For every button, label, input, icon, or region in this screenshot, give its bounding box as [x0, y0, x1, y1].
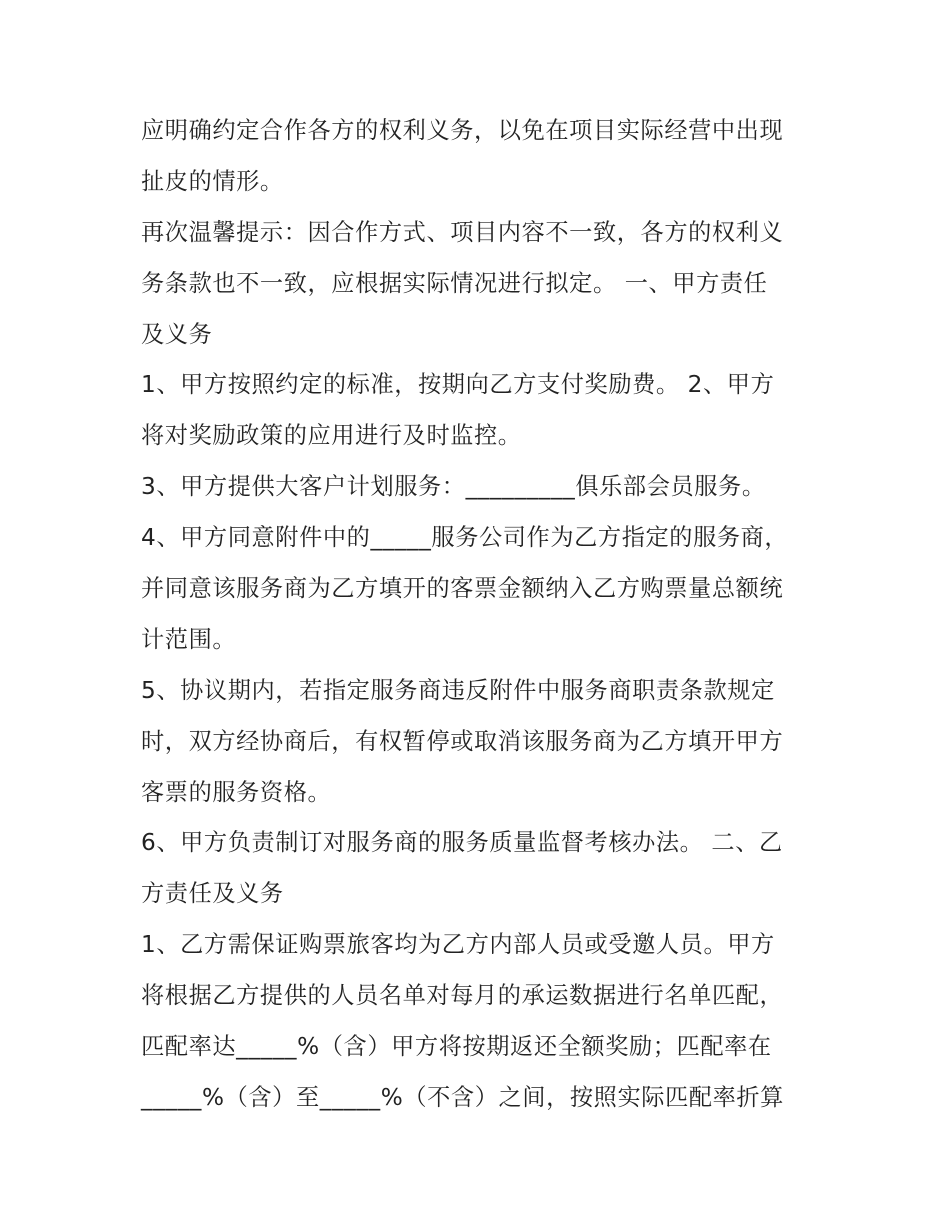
- text-line: 时，双方经协商后，有权暂停或取消该服务商为乙方填开甲方: [141, 727, 784, 755]
- text-line: 6、甲方负责制订对服务商的服务质量监督考核办法。 二、乙: [141, 829, 783, 857]
- text-line: 务条款也不一致，应根据实际情况进行拟定。 一、甲方责任: [141, 269, 768, 297]
- text-line: 匹配率达_____%（含）甲方将按期返还全额奖励；匹配率在: [141, 1033, 772, 1061]
- text-line: 再次温馨提示：因合作方式、项目内容不一致，各方的权利义: [141, 218, 784, 246]
- text-line: 及义务: [141, 320, 213, 348]
- text-line: 5、协议期内，若指定服务商违反附件中服务商职责条款规定: [141, 676, 775, 704]
- text-line: 客票的服务资格。: [141, 778, 332, 806]
- text-line: 4、甲方同意附件中的_____服务公司作为乙方指定的服务商，: [141, 524, 789, 552]
- text-line: 并同意该服务商为乙方填开的客票金额纳入乙方购票量总额统: [141, 575, 784, 603]
- text-line: 1、甲方按照约定的标准，按期向乙方支付奖励费。 2、甲方: [141, 371, 775, 399]
- text-line: 将根据乙方提供的人员名单对每月的承运数据进行名单匹配，: [141, 982, 784, 1010]
- text-line: 应明确约定合作各方的权利义务，以免在项目实际经营中出现: [141, 117, 784, 144]
- text-line: 将对奖励政策的应用进行及时监控。: [141, 422, 522, 450]
- text-line: 方责任及义务: [141, 880, 284, 908]
- text-line: 扯皮的情形。: [141, 167, 284, 195]
- text-line: 1、乙方需保证购票旅客均为乙方内部人员或受邀人员。甲方: [141, 931, 775, 959]
- body-text: [141, 106, 821, 1124]
- text-line: _____%（含）至_____%（不含）之间，按照实际匹配率折算: [141, 1083, 784, 1111]
- text-line: 计范围。: [141, 625, 237, 653]
- text-line: 3、甲方提供大客户计划服务：_________俱乐部会员服务。: [141, 473, 766, 501]
